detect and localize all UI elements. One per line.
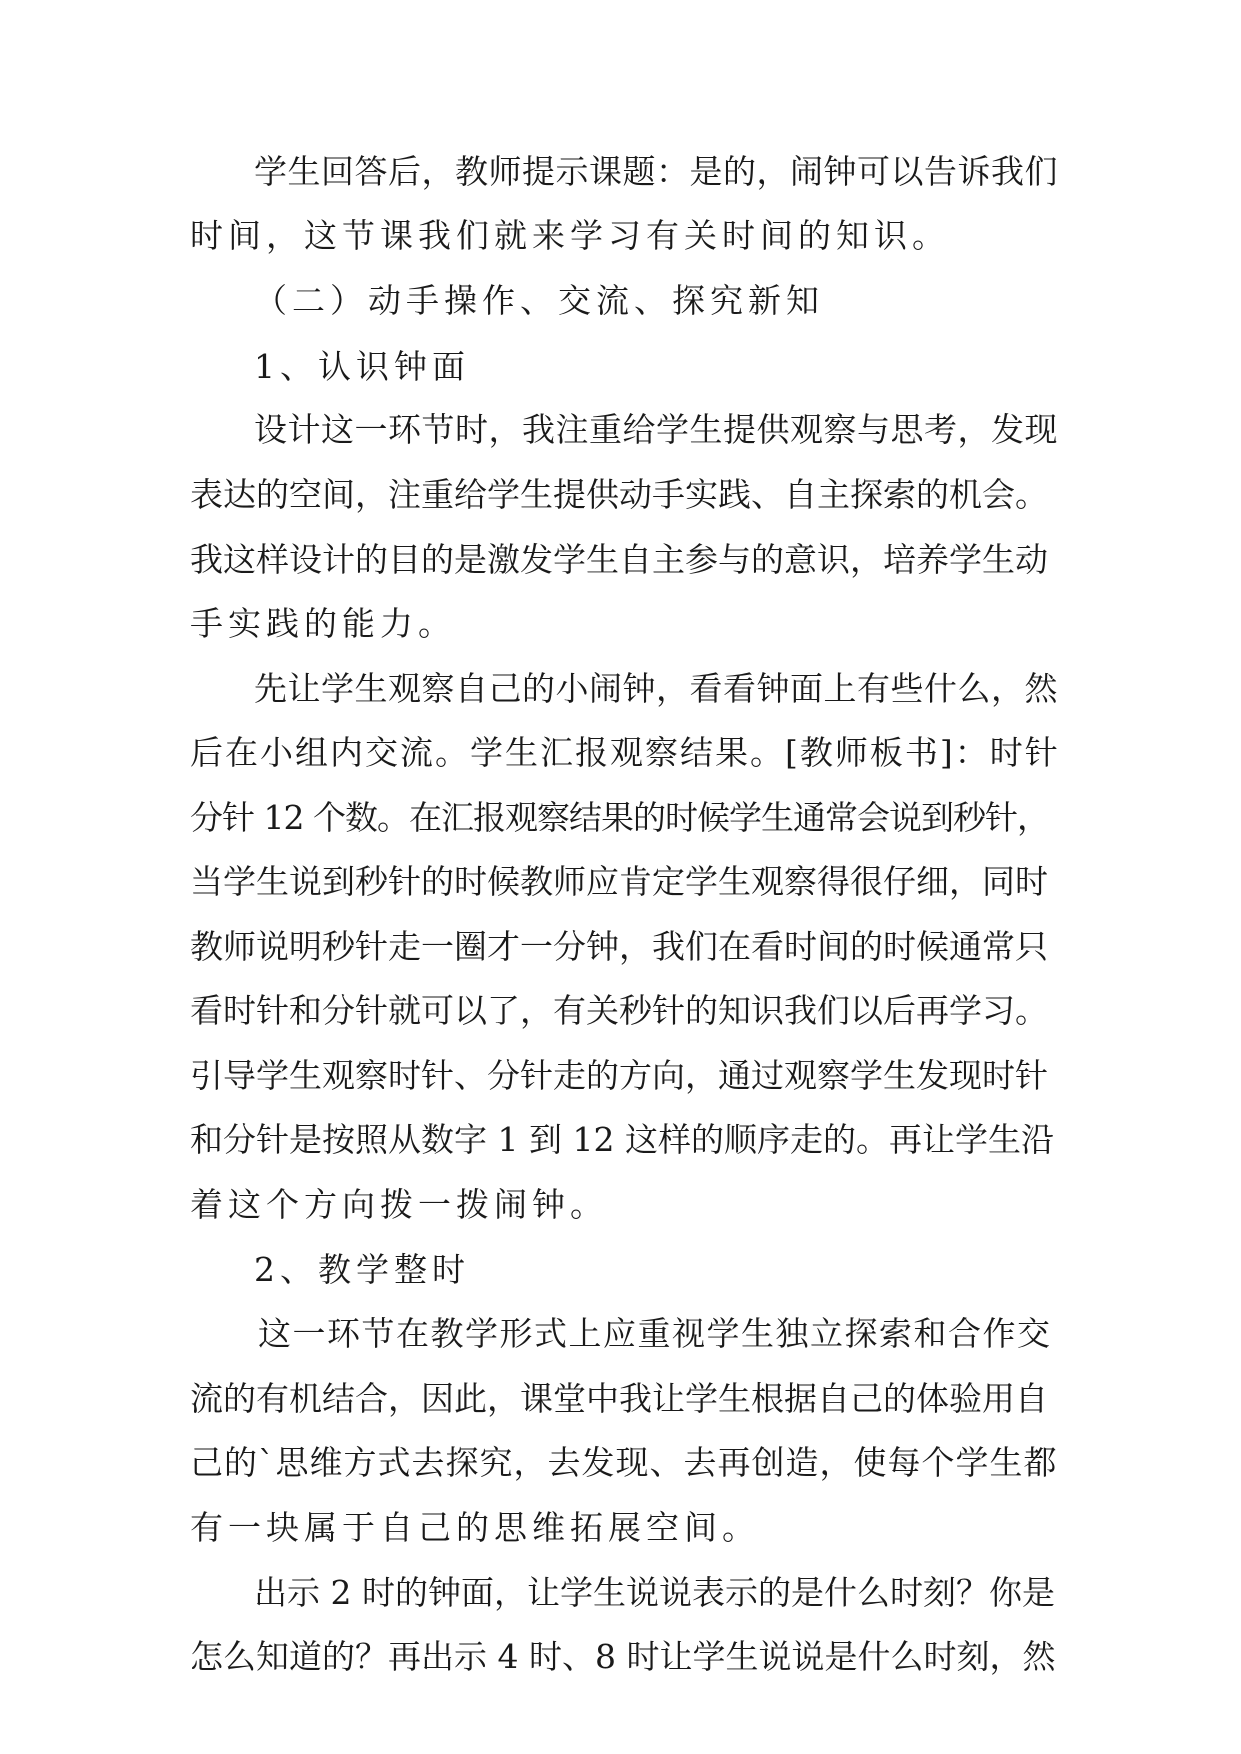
text-line: 当学生说到秒针的时候教师应肯定学生观察得很仔细，同时 xyxy=(190,862,1048,901)
text-line: 和分针是按照从数字 1 到 12 这样的顺序走的。再让学生沿 xyxy=(190,1120,1054,1159)
text-line: 先让学生观察自己的小闹钟，看看钟面上有些什么，然 xyxy=(254,669,1058,708)
subsection-heading: 2、教学整时 xyxy=(254,1250,470,1289)
text-line: 手实践的能力。 xyxy=(190,604,456,643)
text-line: 后在小组内交流。学生汇报观察结果。[教师板书]：时针 xyxy=(190,733,1060,772)
subsection-heading: 1、认识钟面 xyxy=(254,347,470,386)
text-line: 看时针和分针就可以了，有关秒针的知识我们以后再学习。 xyxy=(190,991,1048,1030)
text-line: 学生回答后，教师提示课题：是的，闹钟可以告诉我们 xyxy=(254,152,1058,191)
text-line: 表达的空间，注重给学生提供动手实践、自主探索的机会。 xyxy=(190,475,1048,514)
text-line: 怎么知道的？再出示 4 时、8 时让学生说说是什么时刻，然 xyxy=(190,1637,1056,1676)
text-line: 着这个方向拨一拨闹钟。 xyxy=(190,1185,608,1224)
text-line: 己的`思维方式去探究，去发现、去再创造，使每个学生都 xyxy=(190,1443,1058,1482)
section-heading: （二）动手操作、交流、探究新知 xyxy=(254,281,824,320)
text-line: 分针 12 个数。在汇报观察结果的时候学生通常会说到秒针， xyxy=(190,798,1049,837)
text-line: 有一块属于自己的思维拓展空间。 xyxy=(190,1508,760,1547)
text-line: 出示 2 时的钟面，让学生说说表示的是什么时刻？你是 xyxy=(254,1573,1055,1612)
text-line: 我这样设计的目的是激发学生自主参与的意识，培养学生动 xyxy=(190,540,1048,579)
text-line: 引导学生观察时针、分针走的方向，通过观察学生发现时针 xyxy=(190,1056,1048,1095)
text-line: 流的有机结合，因此，课堂中我让学生根据自己的体验用自 xyxy=(190,1379,1048,1418)
text-line: 这一环节在教学形式上应重视学生独立探索和合作交 xyxy=(258,1314,1052,1353)
text-line: 教师说明秒针走一圈才一分钟，我们在看时间的时候通常只 xyxy=(190,927,1048,966)
text-line: 设计这一环节时，我注重给学生提供观察与思考，发现 xyxy=(254,410,1058,449)
text-line: 时间，这节课我们就来学习有关时间的知识。 xyxy=(190,216,950,255)
